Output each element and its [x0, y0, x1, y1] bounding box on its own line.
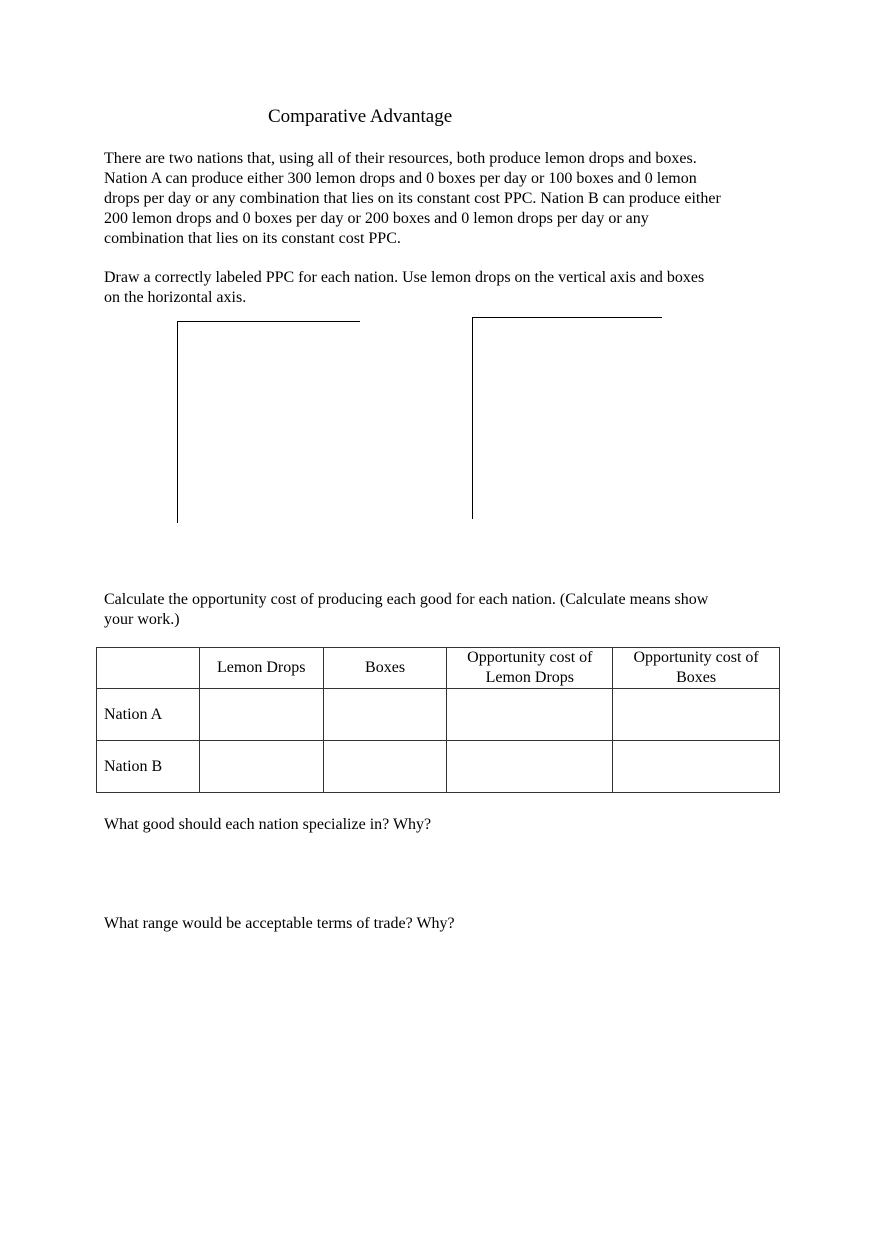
calc-line: your work.)	[104, 611, 180, 628]
row-label-nation-b: Nation B	[97, 741, 200, 793]
answer-cell[interactable]	[447, 741, 613, 793]
header-oc-boxes-line1: Opportunity cost of	[633, 649, 759, 666]
intro-line: 200 lemon drops and 0 boxes per day or 200 boxes and 0 lemon drops per day or any	[104, 210, 649, 227]
table-header-row	[97, 648, 780, 689]
intro-line: There are two nations that, using all of their resources, both produce lemon drops and boxes.	[104, 150, 697, 167]
instruction-line: on the horizontal axis.	[104, 289, 247, 306]
intro-line: drops per day or any combination that lies on its constant cost PPC. Nation B can produce either	[104, 190, 721, 207]
answer-cell[interactable]	[199, 741, 323, 793]
intro-line: Nation A can produce either 300 lemon drops and 0 boxes per day or 100 boxes and 0 lemon	[104, 170, 697, 187]
header-oc-lemon-line1: Opportunity cost of	[467, 649, 593, 666]
ppc-graph-frame-right	[472, 317, 662, 519]
header-oc-lemon-drops	[447, 648, 613, 689]
header-oc-boxes	[613, 648, 780, 689]
ppc-instruction	[104, 268, 784, 308]
question-terms-of-trade: What range would be acceptable terms of trade? Why?	[104, 915, 455, 932]
table-row	[97, 741, 780, 793]
header-oc-boxes-line2: Boxes	[676, 669, 717, 686]
opportunity-cost-instruction	[104, 590, 784, 630]
worksheet-title: Comparative Advantage	[268, 106, 453, 127]
header-boxes: Boxes	[323, 648, 447, 689]
answer-cell[interactable]	[447, 689, 613, 741]
row-label-nation-a: Nation A	[97, 689, 200, 741]
intro-line: combination that lies on its constant cost PPC.	[104, 230, 401, 247]
table-row	[97, 689, 780, 741]
opportunity-cost-table	[96, 647, 780, 793]
header-lemon-drops: Lemon Drops	[199, 648, 323, 689]
ppc-graph-frame-left	[177, 321, 360, 523]
calc-line: Calculate the opportunity cost of producing each good for each nation. (Calculate means show	[104, 591, 709, 608]
header-oc-lemon-line2: Lemon Drops	[485, 669, 575, 686]
question-specialize: What good should each nation specialize in? Why?	[104, 816, 432, 833]
answer-cell[interactable]	[199, 689, 323, 741]
answer-cell[interactable]	[323, 741, 447, 793]
answer-cell[interactable]	[613, 689, 780, 741]
header-blank-cell	[97, 648, 200, 689]
answer-cell[interactable]	[613, 741, 780, 793]
instruction-line: Draw a correctly labeled PPC for each nation. Use lemon drops on the vertical axis and boxes	[104, 269, 705, 286]
answer-cell[interactable]	[323, 689, 447, 741]
intro-paragraph	[104, 149, 784, 249]
